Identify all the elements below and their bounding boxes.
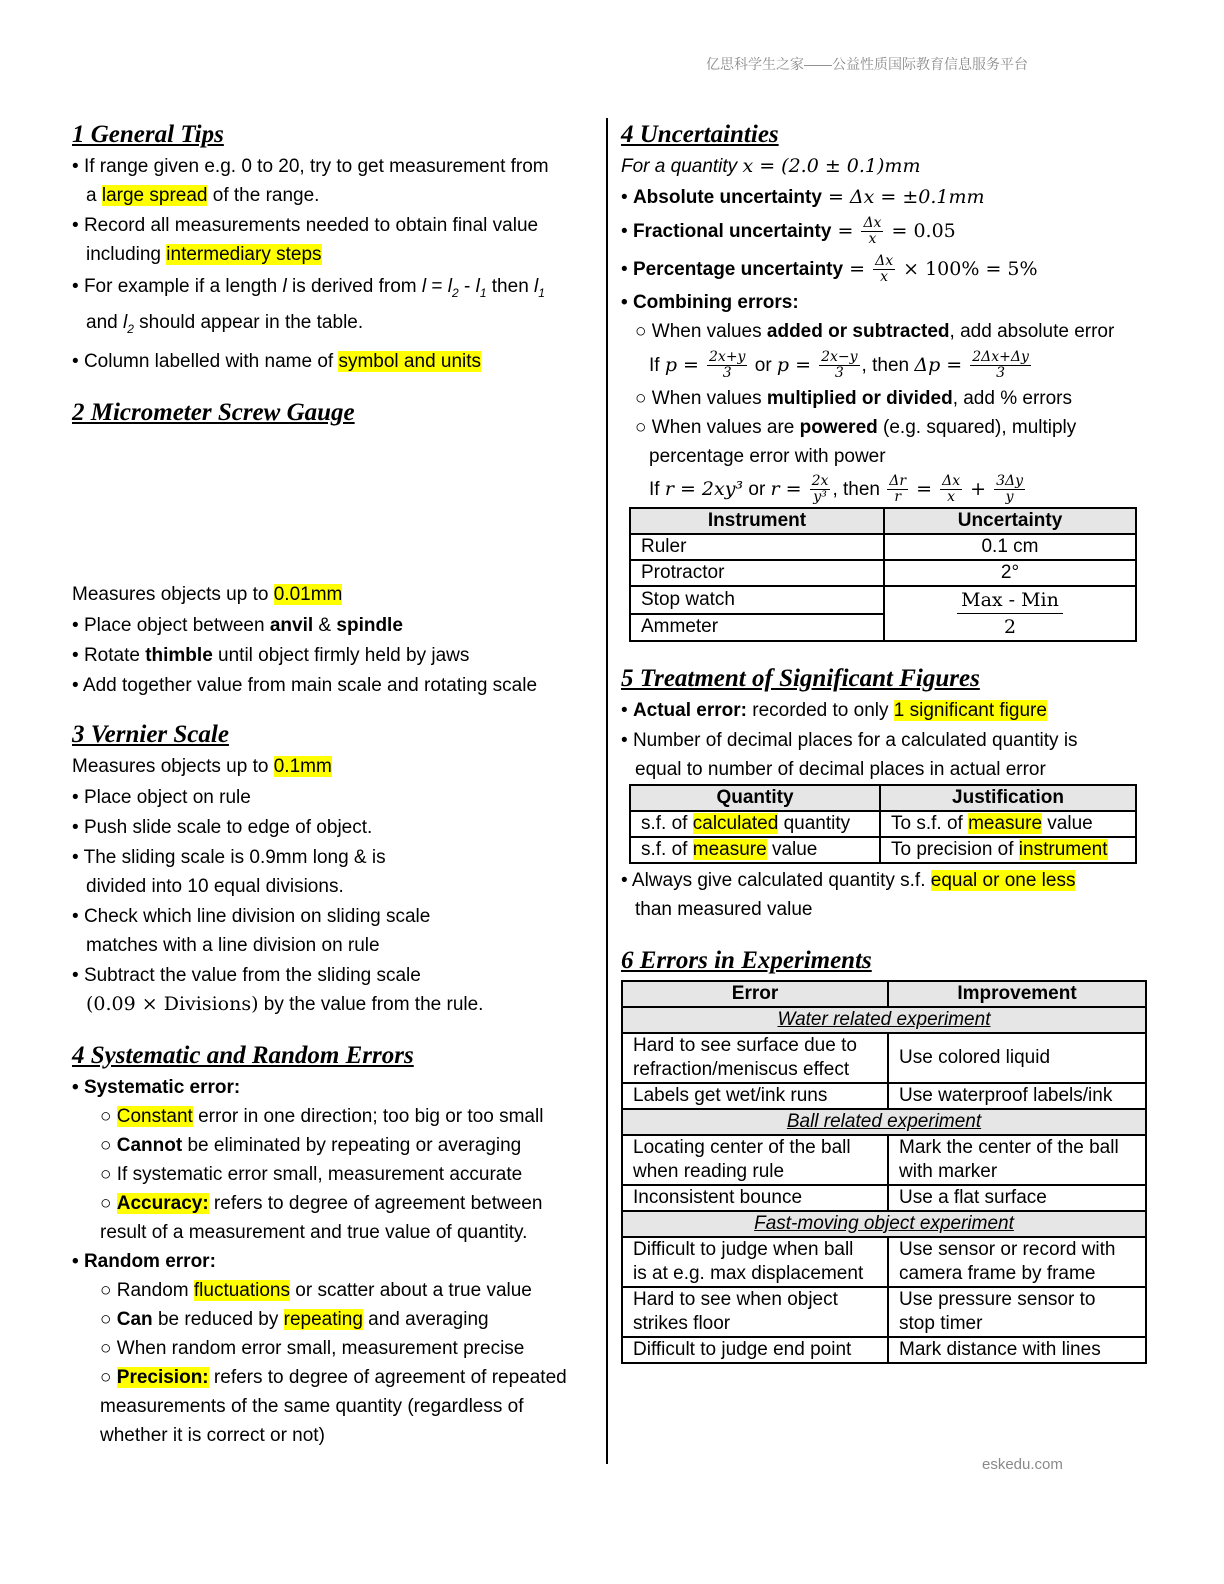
vernier-step-5-cont: (0.09 × Divisions) by the value from the rule. [86,992,484,1015]
table-header-row [622,981,1146,1007]
uncertainty-fraction-cell [884,586,1136,641]
improvement-cell: Mark distance with lines [888,1337,1146,1363]
general-tips-title: 1 General Tips [72,121,224,148]
column-divider [606,118,608,1464]
general-tip-2: • Record all measurements needed to obtain final value [72,215,539,236]
random-point-4: ○ Precision: refers to degree of agreement of repeated [100,1366,567,1388]
vernier-title: 3 Vernier Scale [72,720,229,748]
highlight-0-1mm: 0.1mm [273,755,332,777]
section-row [622,1211,1146,1237]
uncertainty-cell: 2° [884,560,1136,586]
general-tip-4: • Column labelled with name of symbol and units [72,350,482,372]
section-water: Water related experiment [622,1007,1146,1033]
fraction-numerator: Max - Min [957,587,1063,614]
table-row [630,534,1136,560]
micrometer-measures: Measures objects up to 0.01mm [72,583,343,605]
instrument-cell: Ammeter [630,614,884,642]
highlight-equal-or-one-less: equal or one less [930,870,1076,891]
table-row [622,1237,1146,1287]
micrometer-figure-space [72,430,592,580]
vernier-step-4-cont: matches with a line division on rule [86,934,380,956]
vernier-step-3-cont: divided into 10 equal divisions. [86,875,344,897]
highlight-1-sig-fig: 1 significant figure [893,700,1047,721]
sigfig-point-1: • Actual error: recorded to only 1 significant figure [621,700,1047,721]
combining-errors-heading: • Combining errors: [621,292,799,313]
micrometer-step-1: • Place object between anvil & spindle [72,614,403,636]
section-row [622,1109,1146,1135]
instrument-cell: Protractor [630,560,884,586]
combine-formula-power: If r = 2xy³ or r = $\frac{2x}{\text{y³}}$ , then $\frac{\Delta r}{r}$ = $\frac{\Delta x}{x}$ + $\frac{3\Delta y}{y}$ [649,473,1024,506]
section-fast-moving: Fast-moving object experiment [622,1211,1146,1237]
sigfig-point-3: • Always give calculated quantity s.f. equal or one less [621,870,1076,891]
table-row [622,1337,1146,1363]
page-header: 亿思科学生之家——公益性质国际教育信息服务平台 [706,56,1028,72]
table-row [630,811,1136,837]
errors-title: 4 Systematic and Random Errors [72,1041,414,1069]
table-header-row [630,785,1136,811]
table-row [630,837,1136,863]
header-improvement: Improvement [888,981,1146,1007]
experiment-errors-table [621,980,1147,1364]
vernier-step-2: • Push slide scale to edge of object. [72,816,373,838]
highlight-accuracy: Accuracy: [116,1192,209,1214]
instrument-uncertainty-table [629,507,1137,642]
random-point-3: ○ When random error small, measurement precise [100,1337,525,1359]
quantity-cell: s.f. of calculated quantity [630,811,880,837]
improvement-cell: Use a flat surface [888,1185,1146,1211]
right-column [621,118,1151,1364]
vernier-step-5: • Subtract the value from the sliding scale [72,964,421,986]
random-point-2: ○ Can be reduced by repeating and averaging [100,1308,489,1330]
sigfig-point-3-cont: than measured value [635,899,813,920]
error-cell: Difficult to judge when ball is at e.g. max displacement [622,1237,888,1287]
highlight-intermediary-steps: intermediary steps [166,244,322,265]
absolute-uncertainty: • Absolute uncertainty = Δx = ±0.1mm [621,186,985,208]
table-row [622,1033,1146,1083]
justification-cell: To precision of instrument [880,837,1136,863]
systematic-point-4: ○ Accuracy: refers to degree of agreement between [100,1192,543,1214]
highlight-repeating: repeating [283,1308,363,1330]
left-column [72,118,592,1450]
systematic-point-4-cont: result of a measurement and true value of quantity. [100,1221,528,1243]
systematic-point-1: ○ Constant error in one direction; too big or too small [100,1105,544,1127]
highlight-symbol-units: symbol and units [338,350,482,372]
micrometer-title: 2 Micrometer Screw Gauge [72,398,355,426]
error-cell: Locating center of the ball when reading rule [622,1135,888,1185]
random-error-heading: • Random error: [72,1250,216,1272]
justification-cell: To s.f. of measure value [880,811,1136,837]
random-point-1: ○ Random fluctuations or scatter about a true value [100,1279,532,1301]
header-uncertainty: Uncertainty [884,508,1136,534]
uncertainty-intro: For a quantity x = (2.0 ± 0.1)mm [621,155,921,177]
general-tip-1: • If range given e.g. 0 to 20, try to get measurement from [72,156,549,177]
table-row [630,560,1136,586]
error-cell: Hard to see surface due to refraction/meniscus effect [622,1033,888,1083]
combine-formula-add: If p = $\frac{2x+y}{3}$ or p = $\frac{2x-y}{3}$ , then Δp = $\frac{2\Delta x+\Delta y}{3}$ [649,349,1029,382]
general-tip-3: • For example if a length l is derived from $l = l_2 - l_1$ then $l_1$ [72,276,545,300]
vernier-step-1: • Place object on rule [72,786,251,808]
improvement-cell: Mark the center of the ball with marker [888,1135,1146,1185]
combine-rule-multiply: ○ When values multiplied or divided, add % errors [635,388,1073,409]
highlight-precision: Precision: [116,1366,209,1388]
systematic-error-heading: • Systematic error: [72,1076,241,1098]
combine-rule-power: ○ When values are powered (e.g. squared), multiply [635,417,1077,438]
vernier-formula: (0.09 × Divisions) [86,992,259,1015]
micrometer-step-3: • Add together value from main scale and rotating scale [72,674,538,696]
sigfig-point-2-cont: equal to number of decimal places in actual error [635,759,1046,780]
general-tip-2-cont: including intermediary steps [86,244,322,265]
vernier-step-4: • Check which line division on sliding scale [72,905,431,927]
header-error: Error [622,981,888,1007]
systematic-point-3: ○ If systematic error small, measurement accurate [100,1163,523,1185]
vernier-step-3: • The sliding scale is 0.9mm long & is [72,846,386,868]
vernier-measures: Measures objects up to 0.1mm [72,755,332,777]
experiments-title: 6 Errors in Experiments [621,947,872,974]
error-cell: Difficult to judge end point [622,1337,888,1363]
improvement-cell: Use colored liquid [888,1033,1146,1083]
highlight-large-spread: large spread [101,185,208,206]
page-footer: eskedu.com [982,1456,1063,1473]
error-cell: Labels get wet/ink runs [622,1083,888,1109]
random-point-4-cont-1: measurements of the same quantity (regardless of [100,1395,524,1417]
instrument-cell: Stop watch [630,586,884,614]
general-tip-3-cont: and $l_2$ should appear in the table. [86,311,364,336]
instrument-cell: Ruler [630,534,884,560]
header-quantity: Quantity [630,785,880,811]
systematic-point-2: ○ Cannot be eliminated by repeating or averaging [100,1134,522,1156]
improvement-cell: Use sensor or record with camera frame by frame [888,1237,1146,1287]
section-row [622,1007,1146,1033]
header-instrument: Instrument [630,508,884,534]
error-cell: Inconsistent bounce [622,1185,888,1211]
table-row [622,1083,1146,1109]
table-row [630,586,1136,614]
micrometer-step-2: • Rotate thimble until object firmly held by jaws [72,644,470,666]
highlight-fluctuations: fluctuations [193,1279,290,1301]
uncertainties-title: 4 Uncertainties [621,121,779,148]
sigfig-title: 5 Treatment of Significant Figures [621,665,980,692]
combine-rule-power-cont: percentage error with power [649,446,886,467]
improvement-cell: Use pressure sensor to stop timer [888,1287,1146,1337]
highlight-0-01mm: 0.01mm [273,583,343,605]
highlight-constant: Constant [116,1105,193,1127]
fractional-uncertainty: • Fractional uncertainty = $\frac{\Delta x}{x}$ = 0.05 [621,215,956,248]
table-row [622,1287,1146,1337]
error-cell: Hard to see when object strikes floor [622,1287,888,1337]
table-row [622,1185,1146,1211]
section-ball: Ball related experiment [622,1109,1146,1135]
uncertainty-cell: 0.1 cm [884,534,1136,560]
percentage-uncertainty: • Percentage uncertainty = $\frac{\Delta x}{x}$ × 100% = 5% [621,253,1038,286]
general-tip-1-cont: a large spread of the range. [86,185,320,206]
table-row [622,1135,1146,1185]
combine-rule-add: ○ When values added or subtracted, add absolute error [635,321,1115,342]
random-point-4-cont-2: whether it is correct or not) [100,1424,325,1446]
sigfig-point-2: • Number of decimal places for a calculated quantity is [621,730,1078,751]
improvement-cell: Use waterproof labels/ink [888,1083,1146,1109]
quantity-cell: s.f. of measure value [630,837,880,863]
table-header-row [630,508,1136,534]
header-justification: Justification [880,785,1136,811]
sigfig-table [629,784,1137,864]
fraction-denominator: 2 [1003,616,1017,638]
